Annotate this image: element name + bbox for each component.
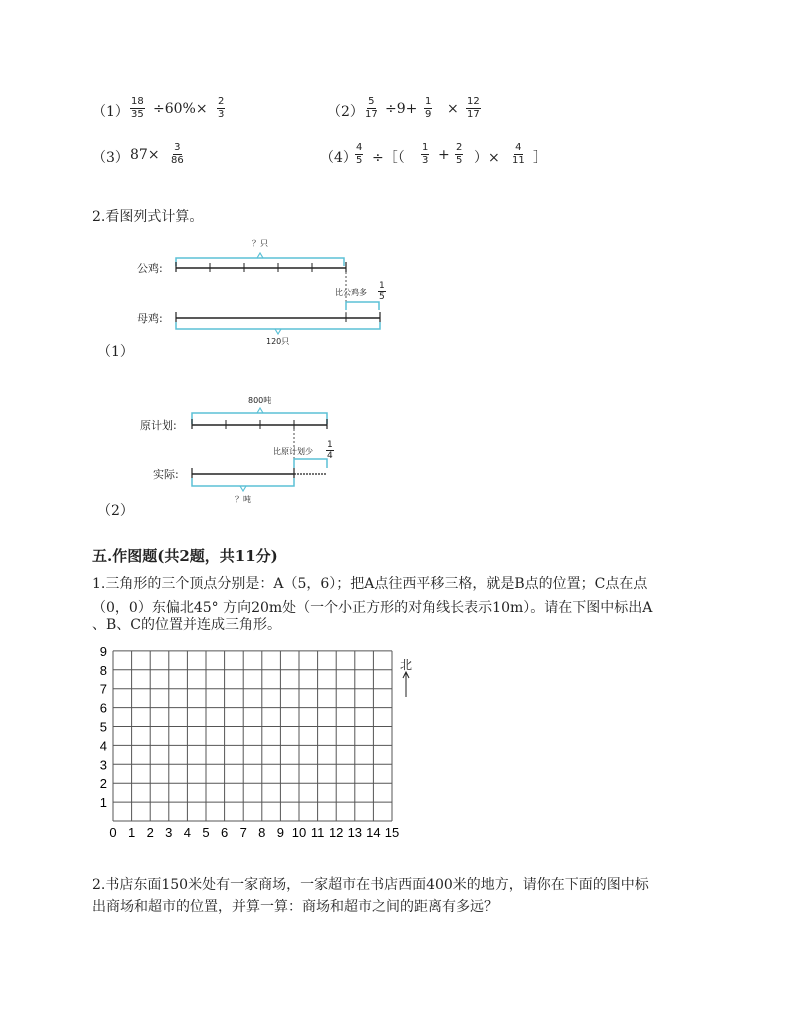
d2-bottom-label: ？吨 (235, 495, 251, 504)
section5-q2-line1: 2.书店东面150米处有一家商场，一家超市在书店西面400米的地方，请你在下面的图中标 (92, 877, 649, 893)
x-axis-label: 9 (276, 825, 285, 840)
y-axis-label: 4 (99, 738, 107, 754)
problem-4-operator-b: + (438, 147, 450, 163)
y-axis-label: 1 (99, 795, 107, 811)
problem-4-operator-a: ÷［（ (372, 150, 405, 166)
x-axis-label: 13 (347, 825, 363, 840)
problem-2-operator-b: × (447, 101, 459, 117)
y-axis-label: 8 (99, 662, 107, 678)
section5-q1-line2: （0，0）东偏北45° 方向20m处（一个小正方形的对角线长表示10m）。请在下图中标出A (92, 600, 653, 616)
d2-top-label: 800吨 (248, 396, 272, 405)
problem-4-operator-c: ）× (474, 150, 500, 166)
problem-2-fraction-c: $\frac{12}{17}$ (467, 96, 480, 120)
d2-row1-label: 原计划: (140, 419, 177, 432)
north-arrow-icon (400, 670, 412, 698)
d2-label: （2） (97, 503, 134, 519)
north-label: 北 (400, 658, 413, 672)
problem-4-fraction-a: $\frac{4}{5}$ (356, 142, 363, 166)
x-axis-label: 10 (291, 825, 307, 840)
section5-q1-line3: 、B、C的位置并连成三角形。 (92, 617, 281, 633)
d1-side-fraction: $\frac{1}{5}$ (379, 281, 385, 302)
problem-4-fraction-c: $\frac{2}{5}$ (456, 142, 463, 166)
problem-3-lead: 87× (130, 147, 160, 163)
y-axis-label: 2 (99, 776, 107, 792)
x-axis-label: 4 (183, 825, 192, 840)
problem-1-operator: ÷60%× (153, 101, 208, 117)
x-axis-label: 14 (366, 825, 381, 840)
problem-4-fraction-d: $\frac{4}{11}$ (512, 142, 525, 166)
d2-row2-label: 实际: (153, 468, 179, 481)
d1-row2-label: 母鸡: (137, 312, 163, 325)
x-axis-label: 7 (239, 825, 247, 840)
x-axis-label: 2 (146, 825, 154, 840)
x-axis-label: 1 (127, 825, 136, 840)
d2-side-label: 比原计划少 (273, 447, 313, 456)
d1-row1-label: 公鸡: (137, 262, 163, 275)
x-axis-label: 5 (202, 825, 210, 840)
section5-q2-line2: 出商场和超市的位置，并算一算：商场和超市之间的距离有多远？ (92, 899, 498, 915)
y-axis-label: 6 (99, 700, 107, 716)
problem-1-fraction-b: $\frac{2}{3}$ (218, 96, 225, 120)
d1-label: （1） (97, 344, 134, 360)
d2-side-fraction: $\frac{1}{4}$ (327, 440, 333, 461)
section5-q1-line1: 1.三角形的三个顶点分别是：A（5，6）；把A点往西平移三格，就是B点的位置；C点在点 (92, 576, 648, 592)
y-axis-label: 7 (99, 681, 107, 697)
problem-1-label: （1） (92, 104, 129, 120)
problem-2-fraction-b: $\frac{1}{9}$ (425, 96, 432, 120)
x-axis-label: 8 (258, 825, 266, 840)
problem-4-close-bracket: ］ (533, 150, 547, 166)
d1-bottom-label: 120只 (266, 337, 290, 346)
problem-2-operator-a: ÷9+ (385, 101, 418, 117)
problem-4-label: （4） (320, 150, 357, 166)
section5-title: 五.作图题(共2题，共11分) (92, 547, 278, 565)
x-axis-label: 3 (165, 825, 173, 840)
x-axis-label: 0 (109, 825, 117, 840)
y-axis-label: 9 (99, 643, 107, 659)
y-axis-label: 5 (99, 719, 107, 735)
y-axis-label: 3 (99, 757, 107, 773)
d1-side-label: 比公鸡多 (335, 288, 367, 297)
problem-4-fraction-b: $\frac{1}{3}$ (422, 142, 429, 166)
problem-3-label: （3） (92, 150, 129, 166)
x-axis-label: 6 (220, 825, 229, 840)
x-axis-label: 12 (328, 825, 344, 840)
problem-1-fraction-a: $\frac{18}{35}$ (131, 96, 144, 120)
q2-title: 2.看图列式计算。 (92, 209, 204, 225)
x-axis-label: 15 (384, 825, 400, 840)
problem-3-fraction: $\frac{3}{86}$ (171, 142, 184, 166)
problem-2-fraction-a: $\frac{5}{17}$ (365, 96, 378, 120)
d1-top-label: ？只 (252, 239, 268, 248)
x-axis-label: 11 (310, 825, 325, 840)
problem-2-label: （2） (327, 104, 364, 120)
